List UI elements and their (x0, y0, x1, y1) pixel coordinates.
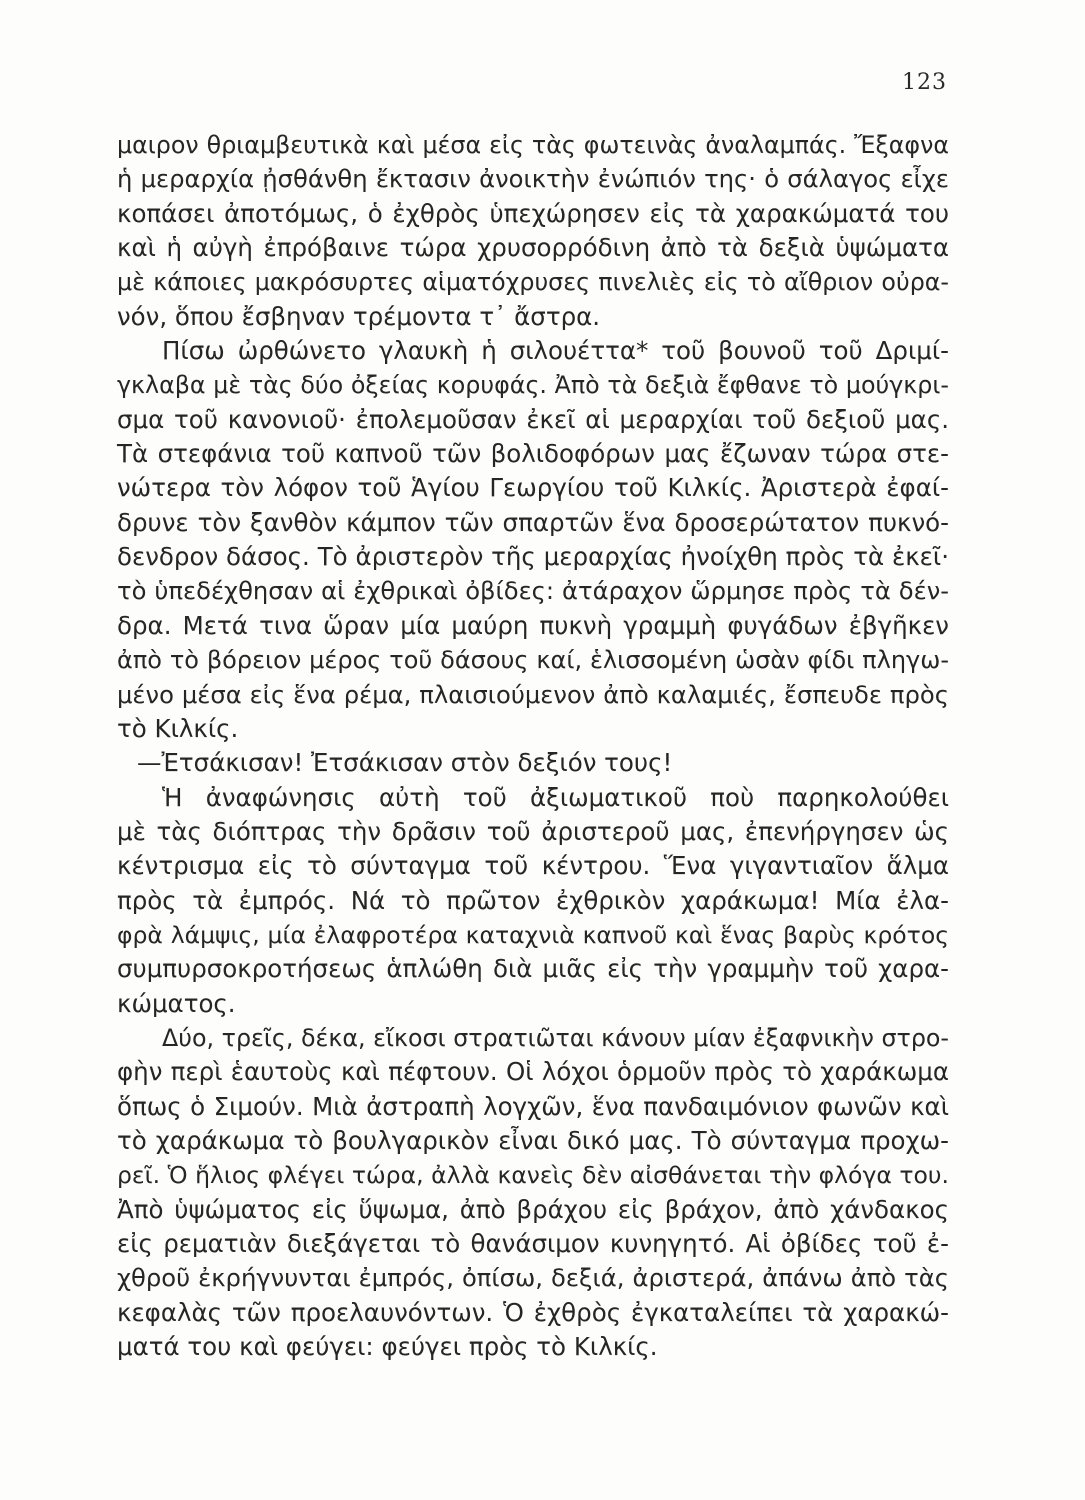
text-line: ματά του καὶ φεύγει: φεύγει πρὸς τὸ Κιλκίς. (117, 1332, 658, 1362)
text-line: δενδρον δάσος. Τὸ ἀριστερὸν τῆς μεραρχίας ἠνοίχθη πρὸς τὰ ἐκεῖ· (117, 542, 949, 572)
text-line: ρεῖ. Ὁ ἥλιος φλέγει τώρα, ἀλλὰ κανεὶς δὲν αἰσθάνεται τὴν φλόγα του. (117, 1161, 949, 1190)
text-line: δρα. Μετά τινα ὥραν μία μαύρη πυκνὴ γραμμὴ φυγάδων ἐβγῆκεν (117, 610, 949, 640)
text-line: μένο μέσα εἰς ἕνα ρέμα, πλαισιούμενον ἀπὸ καλαμιές, ἔσπευδε πρὸς (117, 679, 949, 709)
text-line: ἡ μεραρχία ᾐσθάνθη ἔκτασιν ἀνοικτὴν ἐνώπιόν της· ὁ σάλαγος εἶχε (117, 164, 949, 194)
text-line: Ἡ ἀναφώνησις αὐτὴ τοῦ ἀξιωματικοῦ ποὺ παρηκολούθει (162, 782, 949, 812)
text-line: νώτερα τὸν λόφον τοῦ Ἁγίου Γεωργίου τοῦ Κιλκίς. Ἀριστερὰ ἐφαί- (117, 473, 949, 503)
text-line: δρυνε τὸν ξανθὸν κάμπον τῶν σπαρτῶν ἕνα δροσερώτατον πυκνό- (117, 507, 949, 537)
text-line: κώματος. (117, 988, 236, 1018)
dialogue-line: —Ἐτσάκισαν! Ἐτσάκισαν στὸν δεξιόν τους! (137, 748, 673, 778)
text-line: κεφαλὰς τῶν προελαυνόντων. Ὁ ἐχθρὸς ἐγκαταλείπει τὰ χαρακώ- (117, 1297, 949, 1327)
text-line: νόν, ὅπου ἔσβηναν τρέμοντα τ᾽ ἄστρα. (117, 301, 601, 331)
text-line: μαιρον θριαμβευτικὰ καὶ μέσα εἰς τὰς φωτεινὰς ἀναλαμπάς. Ἔξαφνα (117, 131, 949, 159)
text-line: τὸ ὑπεδέχθησαν αἱ ἐχθρικαὶ ὀβίδες: ἀτάραχον ὥρμησε πρὸς τὰ δέν- (117, 576, 949, 606)
text-line: ἀπὸ τὸ βόρειον μέρος τοῦ δάσους καί, ἑλισσομένη ὡσὰν φίδι πληγω- (117, 646, 949, 675)
text-line: Τὰ στεφάνια τοῦ καπνοῦ τῶν βολιδοφόρων μας ἔζωναν τώρα στε- (117, 439, 949, 469)
text-line: φρὰ λάμψις, μία ἐλαφροτέρα καταχνιὰ καπνοῦ καὶ ἕνας βαρὺς κρότος (117, 920, 949, 949)
text-line: Δύο, τρεῖς, δέκα, εἴκοσι στρατιῶται κάνουν μίαν ἐξαφνικὴν στρο- (162, 1023, 949, 1052)
text-line: πρὸς τὰ ἐμπρός. Νά τὸ πρῶτον ἐχθρικὸν χαράκωμα! Μία ἐλα- (117, 885, 949, 915)
text-line: καὶ ἡ αὐγὴ ἐπρόβαινε τώρα χρυσορρόδινη ἀπὸ τὰ δεξιὰ ὑψώματα (117, 233, 949, 263)
text-line: εἰς ρεματιὰν διεξάγεται τὸ θανάσιμον κυνηγητό. Αἱ ὀβίδες τοῦ ἐ- (117, 1229, 949, 1258)
text-line: μὲ κάποιες μακρόσυρτες αἱματόχρυσες πινελιὲς εἰς τὸ αἴθριον οὐρα- (117, 268, 949, 297)
text-line: φὴν περὶ ἑαυτοὺς καὶ πέφτουν. Οἱ λόχοι ὁρμοῦν πρὸς τὸ χαράκωμα (117, 1057, 949, 1087)
text-line: τὸ χαράκωμα τὸ βουλγαρικὸν εἶναι δικό μας. Τὸ σύνταγμα προχω- (117, 1125, 949, 1155)
text-line: τὸ Κιλκίς. (117, 713, 239, 743)
body-text (117, 128, 949, 1364)
text-line: σμα τοῦ κανονιοῦ· ἐπολεμοῦσαν ἐκεῖ αἱ μεραρχίαι τοῦ δεξιοῦ μας. (117, 404, 949, 434)
page-number: 123 (902, 70, 947, 95)
text-line: Ἀπὸ ὑψώματος εἰς ὕψωμα, ἀπὸ βράχου εἰς βράχον, ἀπὸ χάνδακος (117, 1194, 949, 1224)
text-line: ὅπως ὁ Σιμούν. Μιὰ ἀστραπὴ λογχῶν, ἕνα πανδαιμόνιον φωνῶν καὶ (117, 1091, 949, 1121)
text-line: κέντρισμα εἰς τὸ σύνταγμα τοῦ κέντρου. Ἕνα γιγαντιαῖον ἅλμα (117, 851, 949, 881)
text-line: μὲ τὰς διόπτρας τὴν δρᾶσιν τοῦ ἀριστεροῦ μας, ἐπενήργησεν ὡς (117, 816, 949, 846)
text-line: κοπάσει ἀποτόμως, ὁ ἐχθρὸς ὑπεχώρησεν εἰς τὰ χαρακώματά του (117, 198, 949, 228)
text-line: συμπυρσοκροτήσεως ἁπλώθη διὰ μιᾶς εἰς τὴν γραμμὴν τοῦ χαρα- (117, 954, 949, 984)
text-line: γκλαβα μὲ τὰς δύο ὀξείας κορυφάς. Ἀπὸ τὰ δεξιὰ ἔφθανε τὸ μούγκρι- (117, 371, 949, 400)
text-line: χθροῦ ἐκρήγνυνται ἐμπρός, ὀπίσω, δεξιά, ἀριστερά, ἀπάνω ἀπὸ τὰς (117, 1263, 949, 1293)
text-line: Πίσω ὠρθώνετο γλαυκὴ ἡ σιλουέττα* τοῦ βουνοῦ τοῦ Δριμί- (162, 336, 949, 366)
